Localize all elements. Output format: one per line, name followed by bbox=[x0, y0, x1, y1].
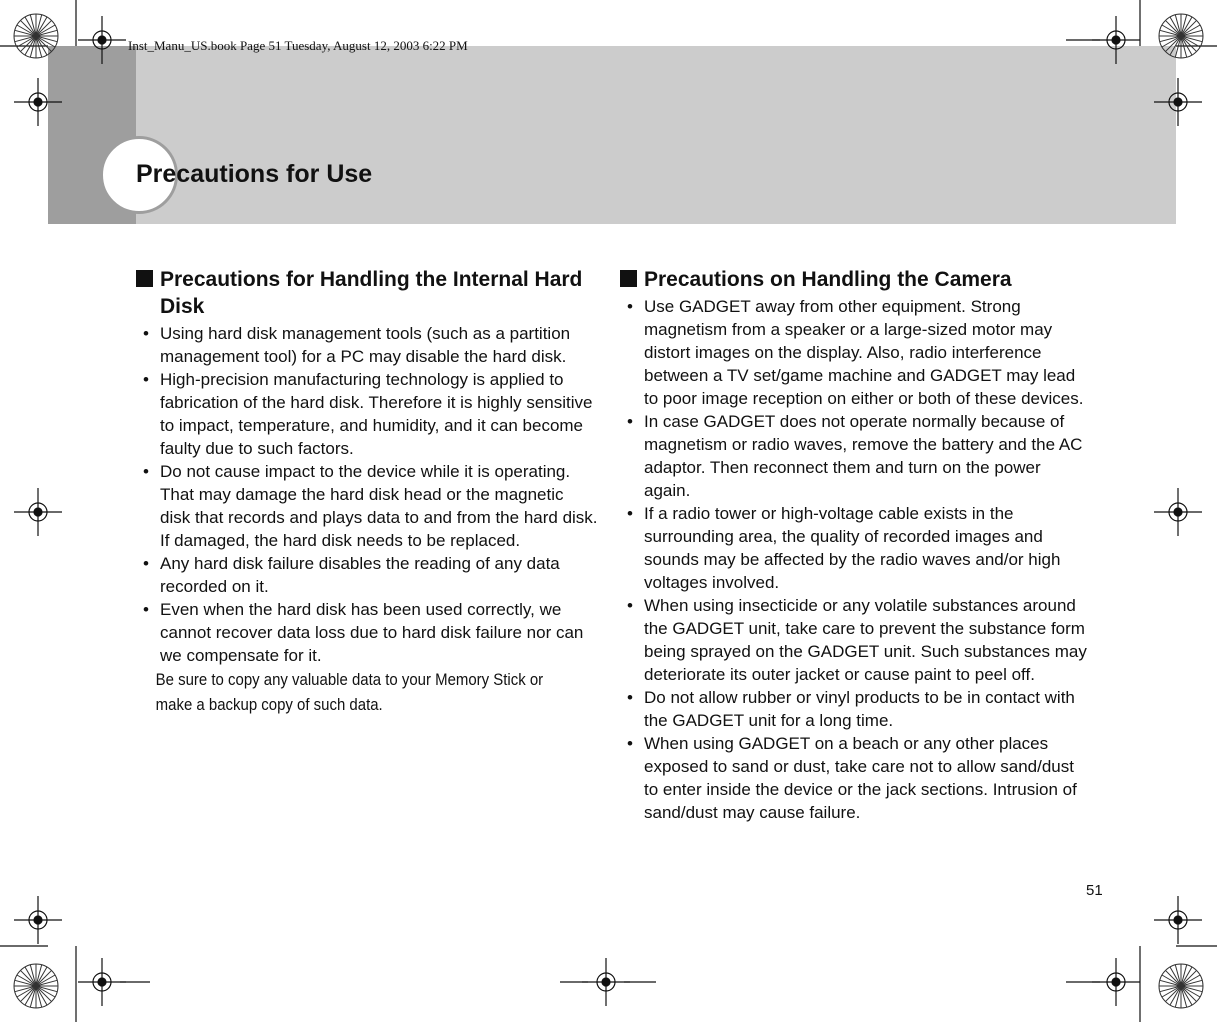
crosshair-mark bbox=[582, 958, 630, 1006]
crosshair-mark bbox=[1092, 958, 1140, 1006]
crosshair-mark bbox=[1154, 896, 1202, 944]
list-item: • Do not cause impact to the device while it is operating. That may damage the hard disk head or the magnetic disk that records and plays data to and from the hard disk. If damaged, the hard disk needs to be replaced. bbox=[124, 460, 598, 552]
list-item: • If a radio tower or high-voltage cable exists in the surrounding area, the quality of recorded images and sounds may be affected by the radio waves and/or high voltages involved. bbox=[608, 502, 1088, 594]
right-section-heading bbox=[608, 266, 1088, 293]
right-bullet-list bbox=[608, 295, 1088, 824]
list-item: • High-precision manufacturing technology is applied to fabrication of the hard disk. Therefore it is highly sensitive to impact, temperature, and humidity, and it can become faulty due to such factors. bbox=[124, 368, 598, 460]
crosshair-mark bbox=[78, 958, 126, 1006]
crosshair-mark bbox=[14, 78, 62, 126]
star-target-mark bbox=[1159, 964, 1203, 1008]
list-item: • When using GADGET on a beach or any other places exposed to sand or dust, take care not to allow sand/dust to enter inside the device or the jack sections. Intrusion of sand/dust may cause failure. bbox=[608, 732, 1088, 824]
crosshair-mark bbox=[1154, 78, 1202, 126]
left-column bbox=[124, 266, 598, 717]
page-title: Precautions for Use bbox=[136, 160, 373, 188]
right-column bbox=[608, 266, 1088, 824]
book-info: Inst_Manu_US.book Page 51 Tuesday, August 12, 2003 6:22 PM bbox=[128, 38, 468, 53]
crosshair-mark bbox=[14, 488, 62, 536]
list-item: • Even when the hard disk has been used correctly, we cannot recover data loss due to hard disk failure nor can we compensate for it. bbox=[124, 598, 598, 667]
square-bullet-icon bbox=[620, 270, 637, 287]
right-heading-text: Precautions on Handling the Camera bbox=[644, 268, 1012, 291]
star-target-mark bbox=[14, 964, 58, 1008]
left-section-heading bbox=[124, 266, 598, 320]
crosshair-mark bbox=[14, 896, 62, 944]
left-bullet-list bbox=[124, 322, 598, 667]
crosshair-mark bbox=[1092, 16, 1140, 64]
star-target-mark bbox=[14, 14, 58, 58]
list-item: • When using insecticide or any volatile substances around the GADGET unit, take care to prevent the substance form being sprayed on the GADGET unit. Such substances may deteriorate its outer jacket or cause paint to peel off. bbox=[608, 594, 1088, 686]
square-bullet-icon bbox=[136, 270, 153, 287]
list-item: • Any hard disk failure disables the reading of any data recorded on it. bbox=[124, 552, 598, 598]
crosshair-mark bbox=[1154, 488, 1202, 536]
page-number: 51 bbox=[1086, 882, 1103, 899]
list-item: • Do not allow rubber or vinyl products to be in contact with the GADGET unit for a long time. bbox=[608, 686, 1088, 732]
backup-note: Be sure to copy any valuable data to your Memory Stick or make a backup copy of such data. bbox=[155, 670, 544, 714]
crosshair-mark bbox=[78, 16, 126, 64]
left-heading-text: Precautions for Handling the Internal Hard Disk bbox=[160, 268, 583, 318]
star-target-mark bbox=[1159, 14, 1203, 58]
list-item: • Use GADGET away from other equipment. Strong magnetism from a speaker or a large-sized motor may distort images on the display. Also, radio interference between a TV set/game machine and GADGET may lead to poor image reception on either or both of these devices. bbox=[608, 295, 1088, 410]
list-item: • Using hard disk management tools (such as a partition management tool) for a PC may disable the hard disk. bbox=[124, 322, 598, 368]
list-item: • In case GADGET does not operate normally because of magnetism or radio waves, remove the battery and the AC adaptor. Then reconnect them and turn on the power again. bbox=[608, 410, 1088, 502]
